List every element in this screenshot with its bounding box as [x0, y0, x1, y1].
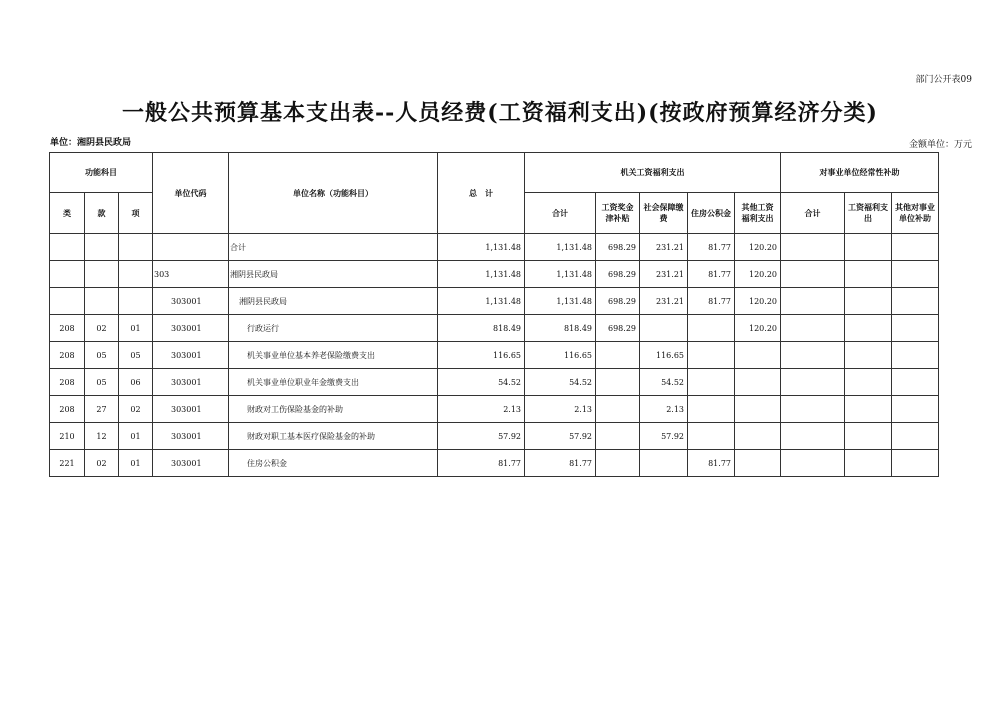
cell-gov-wage: 698.29	[596, 261, 640, 288]
cell-kuan	[85, 288, 119, 315]
cell-gov-wage: 698.29	[596, 315, 640, 342]
cell-unit-code: 303001	[153, 423, 229, 450]
cell-lei	[50, 261, 85, 288]
cell-unit-name: 财政对工伤保险基金的补助	[229, 396, 438, 423]
cell-sub-other	[892, 342, 939, 369]
header-sub-sum: 合计	[781, 193, 845, 234]
cell-unit-code: 303001	[153, 315, 229, 342]
cell-lei: 210	[50, 423, 85, 450]
cell-unit-name: 行政运行	[229, 315, 438, 342]
cell-total: 1,131.48	[438, 261, 525, 288]
cell-gov-wage: 698.29	[596, 288, 640, 315]
table-row	[50, 288, 939, 315]
cell-unit-name: 住房公积金	[229, 450, 438, 477]
cell-unit-code: 303	[153, 261, 229, 288]
header-total: 总 计	[438, 153, 525, 234]
cell-gov-social: 2.13	[640, 396, 688, 423]
cell-gov-housing	[688, 396, 735, 423]
cell-unit-code: 303001	[153, 450, 229, 477]
cell-total: 818.49	[438, 315, 525, 342]
cell-gov-other: 120.20	[735, 288, 781, 315]
cell-gov-sum: 81.77	[525, 450, 596, 477]
table-row	[50, 261, 939, 288]
cell-sub-sum	[781, 423, 845, 450]
cell-lei: 208	[50, 315, 85, 342]
cell-sub-sum	[781, 342, 845, 369]
cell-gov-sum: 54.52	[525, 369, 596, 396]
cell-total: 116.65	[438, 342, 525, 369]
cell-unit-name: 合计	[229, 234, 438, 261]
cell-lei	[50, 234, 85, 261]
cell-lei: 221	[50, 450, 85, 477]
header-unit-code: 单位代码	[153, 153, 229, 234]
cell-sub-welfare	[845, 342, 892, 369]
cell-kuan: 27	[85, 396, 119, 423]
cell-lei: 208	[50, 396, 85, 423]
cell-unit-name: 机关事业单位职业年金缴费支出	[229, 369, 438, 396]
table-row	[50, 342, 939, 369]
cell-sub-sum	[781, 288, 845, 315]
cell-lei: 208	[50, 369, 85, 396]
cell-gov-sum: 1,131.48	[525, 234, 596, 261]
cell-gov-wage	[596, 342, 640, 369]
cell-gov-sum: 2.13	[525, 396, 596, 423]
cell-gov-other: 120.20	[735, 234, 781, 261]
header-kuan: 款	[85, 193, 119, 234]
cell-total: 54.52	[438, 369, 525, 396]
cell-gov-social	[640, 450, 688, 477]
cell-sub-other	[892, 234, 939, 261]
cell-gov-sum: 57.92	[525, 423, 596, 450]
cell-sub-sum	[781, 315, 845, 342]
cell-sub-sum	[781, 261, 845, 288]
cell-unit-code: 303001	[153, 369, 229, 396]
cell-gov-housing	[688, 342, 735, 369]
cell-sub-other	[892, 423, 939, 450]
table-row	[50, 423, 939, 450]
header-gov-sum: 合计	[525, 193, 596, 234]
header-xiang: 项	[119, 193, 153, 234]
cell-sub-welfare	[845, 423, 892, 450]
cell-lei	[50, 288, 85, 315]
cell-gov-other	[735, 423, 781, 450]
cell-xiang: 05	[119, 342, 153, 369]
cell-gov-wage	[596, 450, 640, 477]
cell-sub-welfare	[845, 450, 892, 477]
cell-gov-housing: 81.77	[688, 261, 735, 288]
cell-gov-other	[735, 342, 781, 369]
cell-gov-wage	[596, 396, 640, 423]
cell-sub-sum	[781, 396, 845, 423]
header-sub-other: 其他对事业单位补助	[892, 193, 939, 234]
table-row	[50, 450, 939, 477]
cell-unit-name: 湘阴县民政局	[229, 288, 438, 315]
unit-label: 单位：湘阴县民政局	[50, 138, 132, 148]
cell-kuan: 05	[85, 342, 119, 369]
cell-sub-welfare	[845, 315, 892, 342]
header-unit-name: 单位名称（功能科目）	[229, 153, 438, 234]
cell-gov-social	[640, 315, 688, 342]
cell-xiang	[119, 288, 153, 315]
cell-gov-social: 54.52	[640, 369, 688, 396]
cell-sub-other	[892, 396, 939, 423]
cell-kuan	[85, 234, 119, 261]
cell-sub-other	[892, 369, 939, 396]
cell-kuan: 02	[85, 315, 119, 342]
cell-total: 2.13	[438, 396, 525, 423]
cell-sub-sum	[781, 234, 845, 261]
header-sub-welfare: 工资福利支出	[845, 193, 892, 234]
cell-gov-housing	[688, 315, 735, 342]
cell-gov-social: 231.21	[640, 234, 688, 261]
table-row	[50, 234, 939, 261]
table-row	[50, 369, 939, 396]
cell-unit-code: 303001	[153, 288, 229, 315]
cell-unit-code: 303001	[153, 396, 229, 423]
cell-sub-welfare	[845, 234, 892, 261]
page-title: 一般公共预算基本支出表--人员经费(工资福利支出)(按政府预算经济分类)	[122, 100, 878, 126]
cell-kuan: 02	[85, 450, 119, 477]
cell-gov-social: 116.65	[640, 342, 688, 369]
cell-gov-social: 57.92	[640, 423, 688, 450]
cell-sub-welfare	[845, 261, 892, 288]
cell-sub-other	[892, 450, 939, 477]
cell-gov-housing: 81.77	[688, 288, 735, 315]
header-gov-welfare: 机关工资福利支出	[525, 153, 781, 193]
cell-gov-housing	[688, 423, 735, 450]
cell-sub-welfare	[845, 369, 892, 396]
cell-gov-housing: 81.77	[688, 234, 735, 261]
header-gov-social: 社会保障缴费	[640, 193, 688, 234]
cell-sub-sum	[781, 450, 845, 477]
cell-sub-sum	[781, 369, 845, 396]
header-gov-housing: 住房公积金	[688, 193, 735, 234]
cell-gov-sum: 116.65	[525, 342, 596, 369]
cell-gov-wage	[596, 423, 640, 450]
cell-gov-wage	[596, 369, 640, 396]
cell-gov-sum: 818.49	[525, 315, 596, 342]
budget-table	[49, 152, 939, 477]
cell-total: 1,131.48	[438, 234, 525, 261]
cell-gov-other: 120.20	[735, 261, 781, 288]
cell-unit-name: 湘阴县民政局	[229, 261, 438, 288]
cell-gov-social: 231.21	[640, 288, 688, 315]
cell-total: 57.92	[438, 423, 525, 450]
cell-gov-other: 120.20	[735, 315, 781, 342]
cell-gov-other	[735, 396, 781, 423]
cell-sub-other	[892, 288, 939, 315]
cell-sub-other	[892, 315, 939, 342]
cell-gov-other	[735, 369, 781, 396]
table-row	[50, 315, 939, 342]
cell-sub-welfare	[845, 288, 892, 315]
cell-xiang	[119, 261, 153, 288]
cell-total: 81.77	[438, 450, 525, 477]
cell-xiang	[119, 234, 153, 261]
cell-unit-name: 财政对职工基本医疗保险基金的补助	[229, 423, 438, 450]
cell-kuan	[85, 261, 119, 288]
cell-gov-social: 231.21	[640, 261, 688, 288]
header-func-subject: 功能科目	[50, 153, 153, 193]
document-code: 部门公开表09	[915, 75, 972, 85]
header-gov-other: 其他工资福利支出	[735, 193, 781, 234]
header-lei: 类	[50, 193, 85, 234]
cell-gov-wage: 698.29	[596, 234, 640, 261]
cell-kuan: 05	[85, 369, 119, 396]
cell-gov-other	[735, 450, 781, 477]
cell-unit-name: 机关事业单位基本养老保险缴费支出	[229, 342, 438, 369]
table-row	[50, 396, 939, 423]
cell-unit-code: 303001	[153, 342, 229, 369]
cell-gov-housing	[688, 369, 735, 396]
cell-total: 1,131.48	[438, 288, 525, 315]
cell-kuan: 12	[85, 423, 119, 450]
amount-unit-label: 金额单位：万元	[908, 140, 972, 150]
cell-lei: 208	[50, 342, 85, 369]
header-gov-wage: 工资奖金津补贴	[596, 193, 640, 234]
header-subsidy: 对事业单位经常性补助	[781, 153, 939, 193]
cell-xiang: 06	[119, 369, 153, 396]
cell-sub-other	[892, 261, 939, 288]
cell-xiang: 01	[119, 423, 153, 450]
cell-gov-sum: 1,131.48	[525, 261, 596, 288]
cell-gov-housing: 81.77	[688, 450, 735, 477]
cell-xiang: 01	[119, 315, 153, 342]
cell-xiang: 01	[119, 450, 153, 477]
cell-xiang: 02	[119, 396, 153, 423]
cell-sub-welfare	[845, 396, 892, 423]
cell-gov-sum: 1,131.48	[525, 288, 596, 315]
cell-unit-code	[153, 234, 229, 261]
